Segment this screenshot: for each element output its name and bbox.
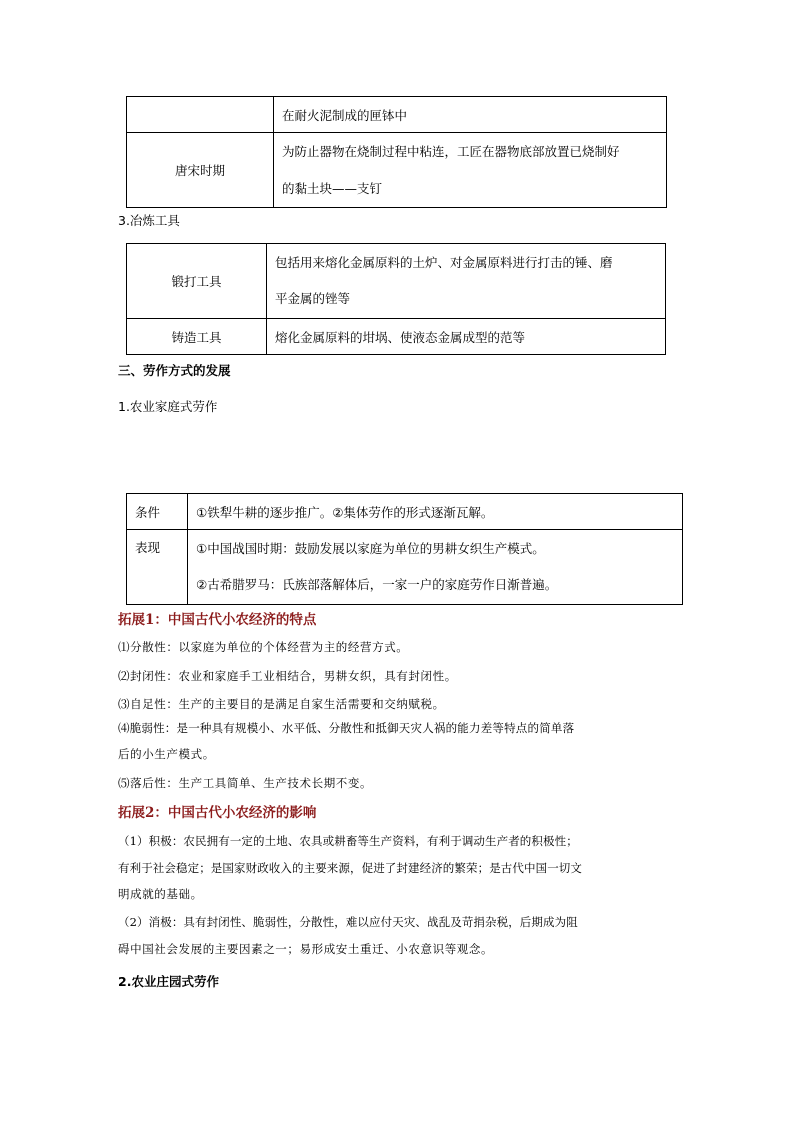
- ext1-point-1: ⑴分散性：以家庭为单位的个体经营为主的经营方式。: [118, 640, 409, 654]
- forging-desc-line1: 包括用来熔化金属原料的土炉、对金属原料进行打击的锤、磨: [275, 255, 613, 270]
- manifestation-desc: [188, 530, 683, 605]
- forging-tools-desc: [267, 244, 666, 319]
- manifestation-line2: ②古希腊罗马：氏族部落解体后，一家一户的家庭劳作日渐普遍。: [196, 577, 558, 592]
- manifestation-label: 表现: [127, 530, 188, 605]
- kiln-row1-right: 在耐火泥制成的匣钵中: [274, 97, 667, 133]
- ext1-point-4-line2: 后的小生产模式。: [118, 747, 215, 761]
- subheading-manor-farming: 2.农业庄园式劳作: [118, 974, 219, 989]
- family-farming-table: [126, 493, 683, 605]
- ext1-point-2: ⑵封闭性：农业和家庭手工业相结合，男耕女织，具有封闭性。: [118, 669, 457, 683]
- kiln-row2-line2: 的黏土块——支钉: [282, 181, 383, 196]
- ext1-point-4-line1: ⑷脆弱性：是一种具有规模小、水平低、分散性和抵御天灾人祸的能力差等特点的简单落: [118, 721, 575, 735]
- condition-label: 条件: [127, 494, 188, 530]
- manifestation-line1: ①中国战国时期：鼓励发展以家庭为单位的男耕女织生产模式。: [196, 541, 545, 556]
- casting-tools-label: 铸造工具: [127, 319, 267, 355]
- ext2-positive-line3: 明成就的基础。: [118, 887, 203, 901]
- smelting-tools-table: [126, 243, 666, 355]
- forging-desc-line2: 平金属的锉等: [275, 291, 351, 306]
- ext2-negative-line2: 碍中国社会发展的主要因素之一；易形成安土重迁、小农意识等观念。: [118, 942, 494, 956]
- kiln-row2-line1: 为防止器物在烧制过程中粘连，工匠在器物底部放置已烧制好: [282, 144, 620, 159]
- heading-smelting-tools: 3.冶炼工具: [118, 213, 180, 228]
- kiln-table: [126, 96, 667, 208]
- kiln-row2-right: [274, 133, 667, 208]
- extension-2-title: 拓展2：中国古代小农经济的影响: [118, 805, 317, 821]
- kiln-row2-left: 唐宋时期: [127, 133, 274, 208]
- ext2-positive-line1: （1）积极：农民拥有一定的土地、农具或耕畜等生产资料，有利于调动生产者的积极性；: [118, 834, 578, 848]
- ext2-positive-line2: 有利于社会稳定；是国家财政收入的主要来源，促进了封建经济的繁荣；是古代中国一切文: [118, 861, 582, 875]
- forging-tools-label: 锻打工具: [127, 244, 267, 319]
- condition-desc: ①铁犁牛耕的逐步推广。②集体劳作的形式逐渐瓦解。: [188, 494, 683, 530]
- ext2-negative-line1: （2）消极：具有封闭性、脆弱性，分散性，难以应付天灾、战乱及苛捐杂税，后期成为阻: [118, 915, 578, 929]
- ext1-point-3: ⑶自足性：生产的主要目的是满足自家生活需要和交纳赋税。: [118, 697, 445, 711]
- section-title-labor-development: 三、劳作方式的发展: [118, 363, 231, 378]
- kiln-row1-left: [127, 97, 274, 133]
- casting-tools-desc: 熔化金属原料的坩埚、使液态金属成型的范等: [267, 319, 666, 355]
- subheading-family-farming: 1.农业家庭式劳作: [118, 399, 218, 414]
- ext1-point-5: ⑸落后性：生产工具简单、生产技术长期不变。: [118, 776, 373, 790]
- extension-1-title: 拓展1：中国古代小农经济的特点: [118, 612, 317, 628]
